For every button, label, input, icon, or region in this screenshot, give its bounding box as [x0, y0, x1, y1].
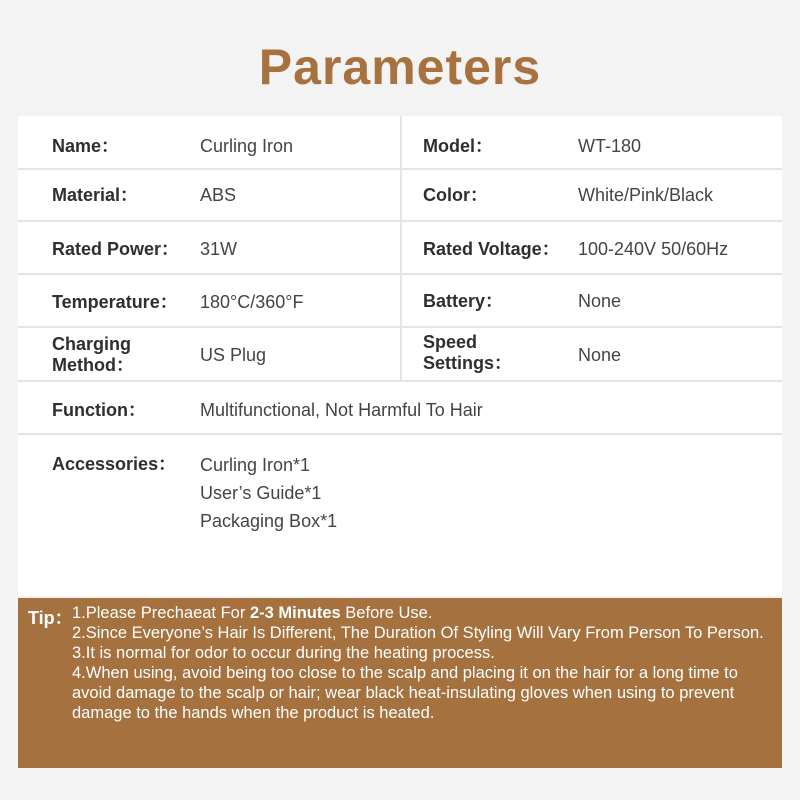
model-value: WT-180 — [578, 135, 642, 156]
tip-line-1-pre: 1.Please Prechaeat For — [72, 604, 250, 622]
temperature-value: 180°C/360°F — [200, 291, 304, 312]
tip-line-4: 4.When using, avoid being too close to the scalp and placing it on the hair for a long time to avoid damage to the scalp or hair; wear black heat-insulating gloves when using to prevent damage to the hands when the product is heated. — [72, 664, 738, 722]
speed-settings-value: None — [578, 344, 622, 365]
material-label: Material： — [52, 184, 139, 205]
tip-line-2: 2.Since Everyone’s Hair Is Different, The Duration Of Styling Will Vary From Person To Person. — [72, 624, 764, 642]
rated-power-label: Rated Power： — [52, 238, 180, 259]
battery-label: Battery： — [423, 290, 504, 311]
accessory-item: Curling Iron*1 — [200, 455, 311, 475]
column-divider — [400, 116, 402, 381]
color-label: Color： — [423, 184, 488, 205]
accessories-list — [200, 451, 337, 535]
tip-line-1-post: Before Use. — [340, 604, 433, 622]
rated-voltage-value: 100-240V 50/60Hz — [578, 238, 729, 259]
speed-settings-label-line1: Speed — [423, 332, 478, 352]
rated-voltage-label: Rated Voltage： — [423, 238, 560, 259]
tip-line-3: 3.It is normal for odor to occur during the heating process. — [72, 644, 495, 662]
tip-line-1-bold: 2-3 Minutes — [249, 604, 341, 622]
tip-box — [18, 598, 782, 768]
name-label: Name： — [52, 135, 120, 156]
charging-method-label — [52, 334, 134, 376]
material-value: ABS — [200, 184, 237, 205]
model-label: Model： — [423, 135, 493, 156]
page-title: Parameters — [258, 39, 542, 95]
accessory-item: User’s Guide*1 — [200, 483, 322, 503]
name-value: Curling Iron — [200, 135, 294, 156]
charging-method-label-line2: Method： — [52, 355, 134, 375]
accessory-item: Packaging Box*1 — [200, 511, 338, 531]
temperature-label: Temperature： — [52, 291, 178, 312]
function-label: Function： — [52, 399, 146, 420]
charging-method-label-line1: Charging — [52, 334, 131, 354]
rated-power-value: 31W — [200, 238, 238, 259]
color-value: White/Pink/Black — [578, 184, 714, 205]
tip-label: Tip： — [28, 608, 73, 628]
tip-text — [72, 603, 772, 723]
accessories-label: Accessories： — [52, 453, 177, 474]
row-divider — [18, 433, 782, 435]
speed-settings-label — [423, 332, 512, 374]
speed-settings-label-line2: Settings： — [423, 353, 513, 373]
charging-method-value: US Plug — [200, 344, 267, 365]
tip-line-1 — [72, 603, 772, 623]
function-value: Multifunctional, Not Harmful To Hair — [200, 399, 483, 420]
battery-value: None — [578, 290, 622, 311]
